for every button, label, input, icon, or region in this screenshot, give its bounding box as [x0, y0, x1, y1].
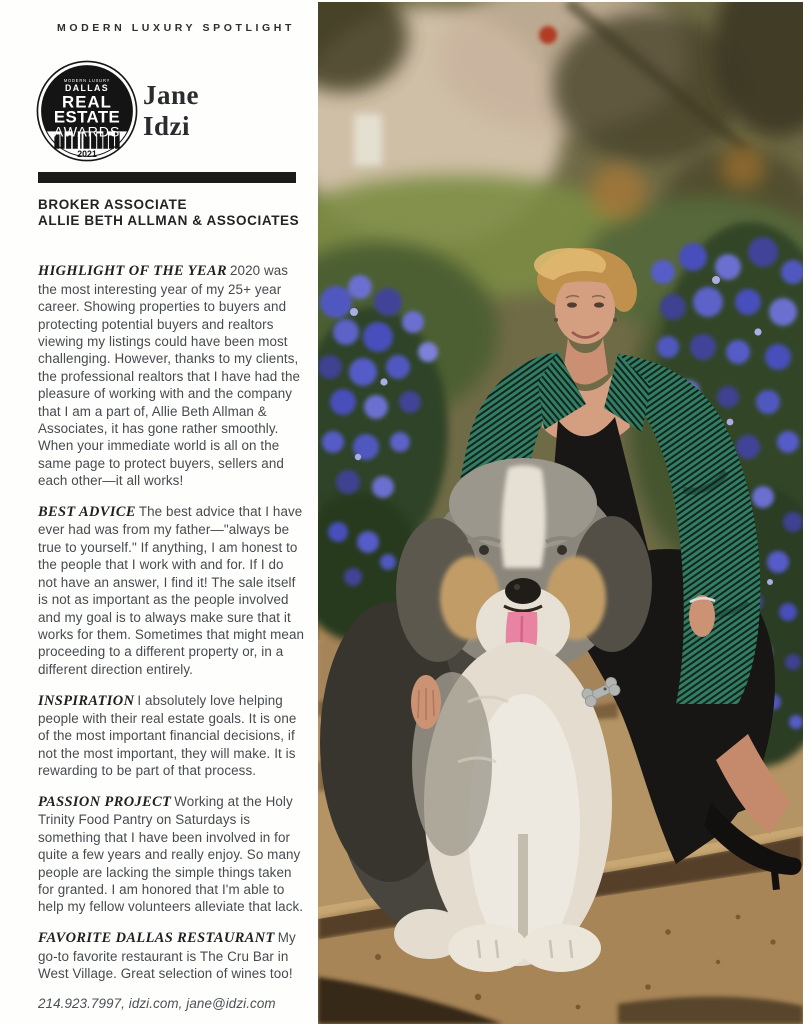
badge-award-line2: ESTATE [53, 107, 121, 127]
section-text: I absolutely love helping people with their real estate goals. It is one of the most important financial decisions, if not the most important, they will make. It is rewarding to be part of that process. [38, 692, 297, 779]
photo-tint [318, 2, 803, 1024]
real-estate-awards-badge [36, 60, 138, 162]
badge-award-line1: REAL [62, 92, 112, 112]
contact-line: 214.923.7997, idzi.com, jane@idzi.com [38, 996, 276, 1012]
first-name: Jane [143, 80, 199, 110]
article-body [38, 249, 306, 1013]
section-passion-project [38, 793, 306, 916]
badge-award-line3: AWARDS [53, 124, 121, 141]
feature-photo-illustration [318, 2, 803, 1024]
badge-city-text: DALLAS [64, 83, 110, 94]
section-label: BEST ADVICE [38, 504, 136, 521]
section-label: PASSION PROJECT [38, 793, 172, 810]
section-label: HIGHLIGHT OF THE YEAR [38, 263, 227, 280]
section-label: INSPIRATION [38, 692, 135, 709]
role-block [38, 197, 299, 229]
last-name: Idzi [143, 111, 191, 142]
eyebrow-label: MODERN LUXURY SPOTLIGHT [57, 22, 295, 34]
company-name: ALLIE BETH ALLMAN & ASSOCIATES [38, 213, 300, 229]
badge-year-text: 2021 [77, 148, 97, 159]
section-text: 2020 was the most interesting year of my 25+ year career. Showing properties to buyers and protecting potential buyers and realtors viewing my listings could have been most challenging. However, thanks to my clients, the professional realtors that I have had the pleasure of working with and the company that I am a part of, Allie Beth Allman & Associates, it has gone rather smoothly. When your immediate world is all on the same page to protect buyers, sellers and each other—it all works! [38, 263, 301, 489]
section-label: FAVORITE DALLAS RESTAURANT [38, 930, 275, 947]
section-best-advice [38, 503, 306, 678]
feature-photo [318, 2, 803, 1024]
section-favorite-restaurant [38, 929, 306, 982]
role-title: BROKER ASSOCIATE [38, 197, 188, 212]
section-inspiration [38, 692, 306, 780]
section-text: My go-to favorite restaurant is The Cru Bar in West Village. Great selection of wines too! [38, 930, 296, 981]
divider-bar [38, 172, 296, 183]
editorial-column [0, 0, 318, 1024]
section-highlight-of-the-year [38, 262, 306, 489]
section-text: Working at the Holy Trinity Food Pantry on Saturdays is something that I have been involved in for quite a few years and really enjoy. So many people are lacking the simple things taken for granted. I am honored that I'm able to help my fellow volunteers alleviate that lack. [38, 793, 304, 915]
badge-brand-text: MODERN LUXURY [63, 77, 111, 83]
section-text: The best advice that I have ever had was from my father—"always be true to yourself." If anything, I am honest to the people that I work with and for. If I do not have an answer, I find it! The sale itself is not as important as the people involved and my goal is to always make sure that it works for them. Sometimes that might mean proceeding to a different property or, in a different direction entirely. [38, 504, 305, 677]
name-block [143, 80, 199, 143]
